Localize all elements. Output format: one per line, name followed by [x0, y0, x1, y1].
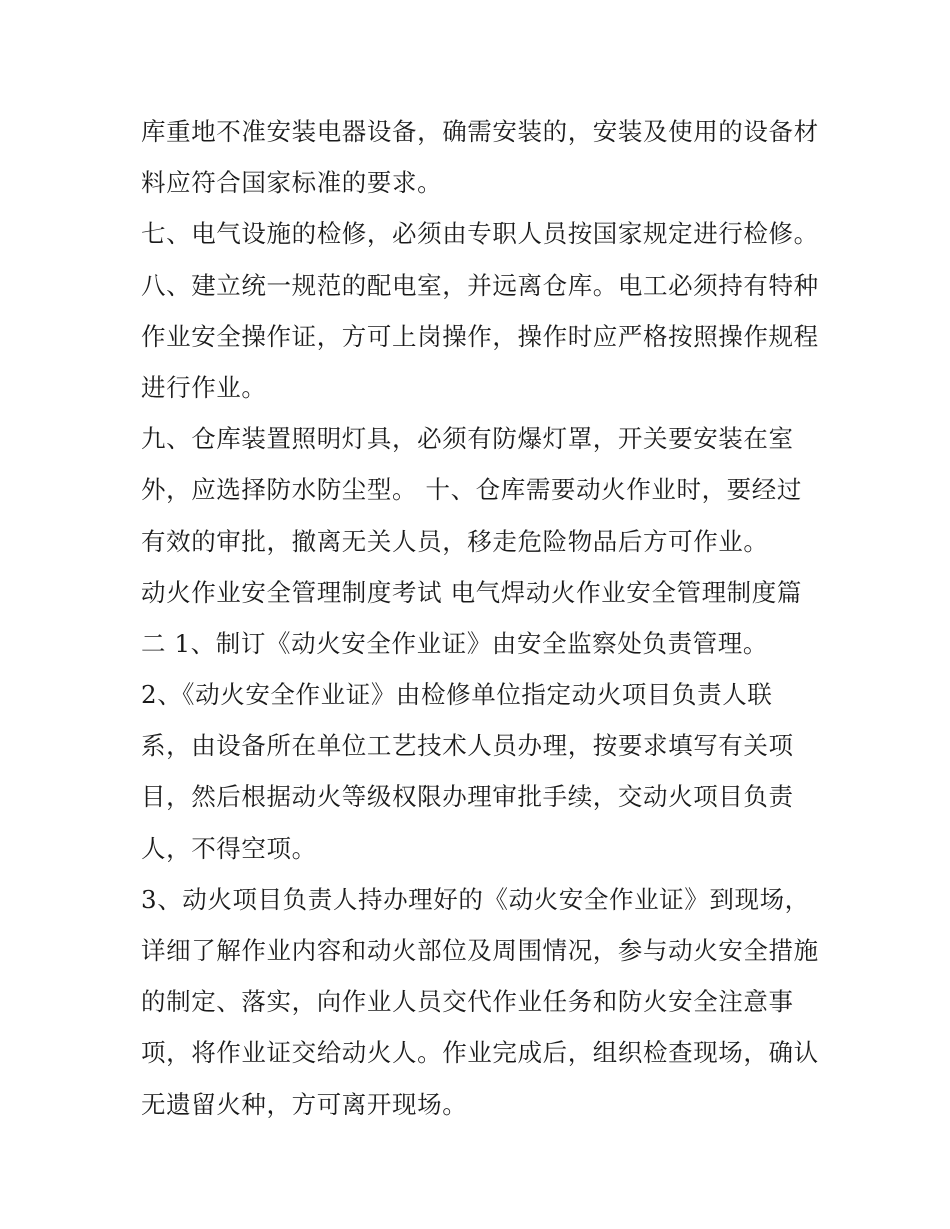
text-line: 料应符合国家标准的要求。: [141, 168, 443, 198]
text-line: 2、《动火安全作业证》由检修单位指定动火项目负责人联: [141, 680, 773, 710]
text-line: 进行作业。: [141, 372, 267, 402]
text-line: 3、动火项目负责人持办理好的《动火安全作业证》到现场，: [141, 884, 810, 914]
text-line: 有效的审批，撤离无关人员，移走危险物品后方可作业。: [141, 526, 769, 556]
text-line: 项，将作业证交给动火人。作业完成后，组织检查现场，确认: [141, 1038, 819, 1068]
document-body: [141, 106, 831, 1130]
text-line: 作业安全操作证，方可上岗操作，操作时应严格按照操作规程: [141, 321, 819, 351]
text-line: 的制定、落实，向作业人员交代作业任务和防火安全注意事: [141, 987, 794, 1017]
text-line: 八、建立统一规范的配电室，并远离仓库。电工必须持有特种: [141, 270, 819, 300]
text-line: 无遗留火种，方可离开现场。: [141, 1089, 468, 1119]
text-line: 九、仓库装置照明灯具，必须有防爆灯罩，开关要安装在室: [141, 424, 794, 454]
text-line: 详细了解作业内容和动火部位及周围情况，参与动火安全措施: [141, 936, 819, 965]
text-line: 系，由设备所在单位工艺技术人员办理，按要求填写有关项: [141, 731, 794, 761]
text-line: 目，然后根据动火等级权限办理审批手续，交动火项目负责: [141, 782, 794, 812]
text-line: 二 1、制订《动火安全作业证》由安全监察处负责管理。: [141, 628, 768, 658]
text-line: 七、电气设施的检修，必须由专职人员按国家规定进行检修。: [141, 219, 819, 249]
text-line: 人，不得空项。: [141, 833, 317, 863]
text-line: 外，应选择防水防尘型。 十、仓库需要动火作业时，要经过: [141, 475, 802, 505]
text-line: 动火作业安全管理制度考试 电气焊动火作业安全管理制度篇: [141, 577, 802, 607]
text-line: 库重地不准安装电器设备，确需安装的，安装及使用的设备材: [141, 117, 819, 146]
